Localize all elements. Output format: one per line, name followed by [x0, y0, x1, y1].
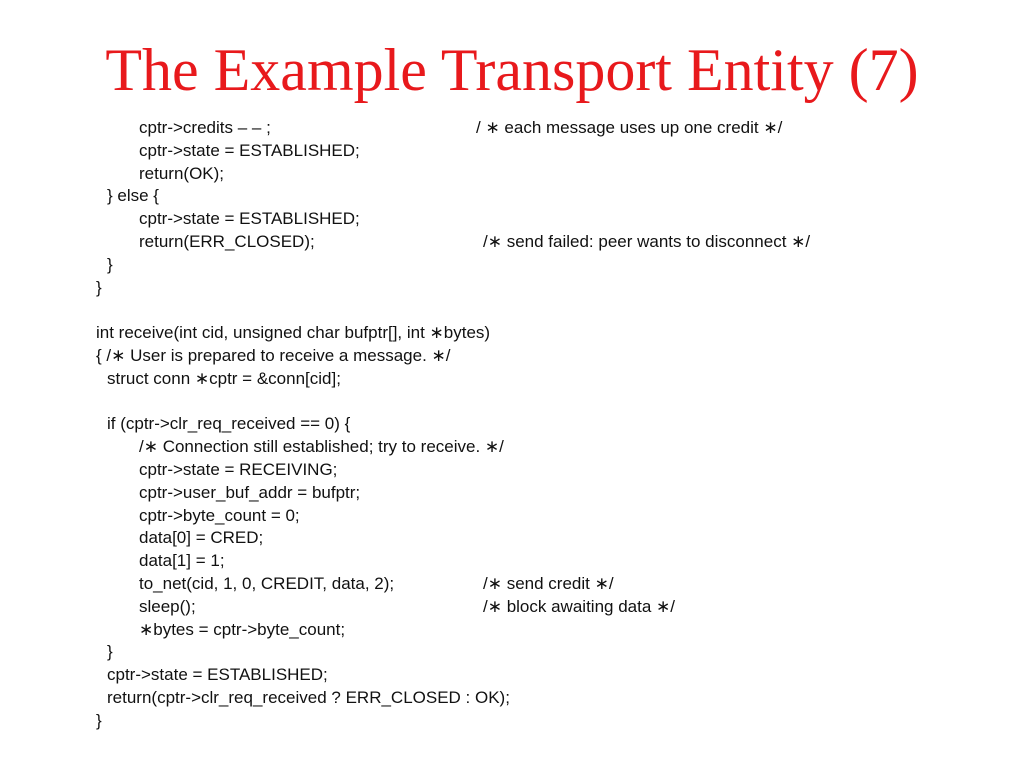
code-text: /∗ Connection still established; try to receive. ∗/ [139, 437, 504, 456]
code-line [0, 253, 1024, 276]
code-line [0, 663, 1024, 686]
code-text: cptr->state = RECEIVING; [139, 460, 338, 479]
code-line [0, 207, 1024, 230]
code-text: cptr->user_buf_addr = bufptr; [139, 483, 361, 502]
code-text: if (cptr->clr_req_received == 0) { [107, 414, 351, 433]
code-line [0, 504, 1024, 527]
code-text: return(OK); [139, 164, 225, 183]
code-line [0, 572, 1024, 595]
code-line [0, 595, 1024, 618]
code-text: } [96, 711, 102, 730]
code-text: } else { [107, 186, 159, 205]
code-comment: /∗ block awaiting data ∗/ [483, 597, 675, 616]
code-line [0, 458, 1024, 481]
code-text: cptr->state = ESTABLISHED; [107, 665, 328, 684]
slide-title: The Example Transport Entity (7) [105, 37, 919, 103]
code-line [0, 367, 1024, 390]
code-line [0, 390, 1024, 413]
code-text: } [107, 255, 113, 274]
code-comment: / ∗ each message uses up one credit ∗/ [476, 118, 783, 137]
code-text: ∗bytes = cptr->byte_count; [139, 620, 346, 639]
code-text: } [107, 642, 113, 661]
code-text: cptr->state = ESTABLISHED; [139, 209, 360, 228]
code-listing [0, 116, 1024, 736]
code-line [0, 640, 1024, 663]
code-text: { /∗ User is prepared to receive a message. ∗/ [96, 346, 451, 365]
code-text: sleep(); [139, 597, 196, 616]
code-line [0, 549, 1024, 572]
code-line [0, 481, 1024, 504]
code-line [0, 526, 1024, 549]
code-line [0, 344, 1024, 367]
code-text: return(ERR_CLOSED); [139, 232, 315, 251]
code-text: cptr->byte_count = 0; [139, 506, 300, 525]
code-text: } [96, 278, 102, 297]
code-line [0, 412, 1024, 435]
code-line [0, 184, 1024, 207]
code-text: int receive(int cid, unsigned char bufptr[], int ∗bytes) [96, 323, 491, 342]
code-text: data[1] = 1; [139, 551, 225, 570]
code-text: to_net(cid, 1, 0, CREDIT, data, 2); [139, 574, 395, 593]
code-line [0, 276, 1024, 299]
code-text: cptr->state = ESTABLISHED; [139, 141, 360, 160]
code-line [0, 139, 1024, 162]
code-line [0, 116, 1024, 139]
code-line [0, 709, 1024, 732]
code-line [0, 686, 1024, 709]
code-line [0, 435, 1024, 458]
code-text: data[0] = CRED; [139, 528, 264, 547]
code-line [0, 298, 1024, 321]
code-text: cptr->credits – – ; [139, 118, 271, 137]
code-comment: /∗ send failed: peer wants to disconnect ∗/ [483, 232, 811, 251]
code-line [0, 618, 1024, 641]
code-text: struct conn ∗cptr = &conn[cid]; [107, 369, 341, 388]
code-comment: /∗ send credit ∗/ [483, 574, 614, 593]
code-line [0, 230, 1024, 253]
code-line [0, 321, 1024, 344]
code-line [0, 162, 1024, 185]
code-text: return(cptr->clr_req_received ? ERR_CLOSED : OK); [107, 688, 510, 707]
